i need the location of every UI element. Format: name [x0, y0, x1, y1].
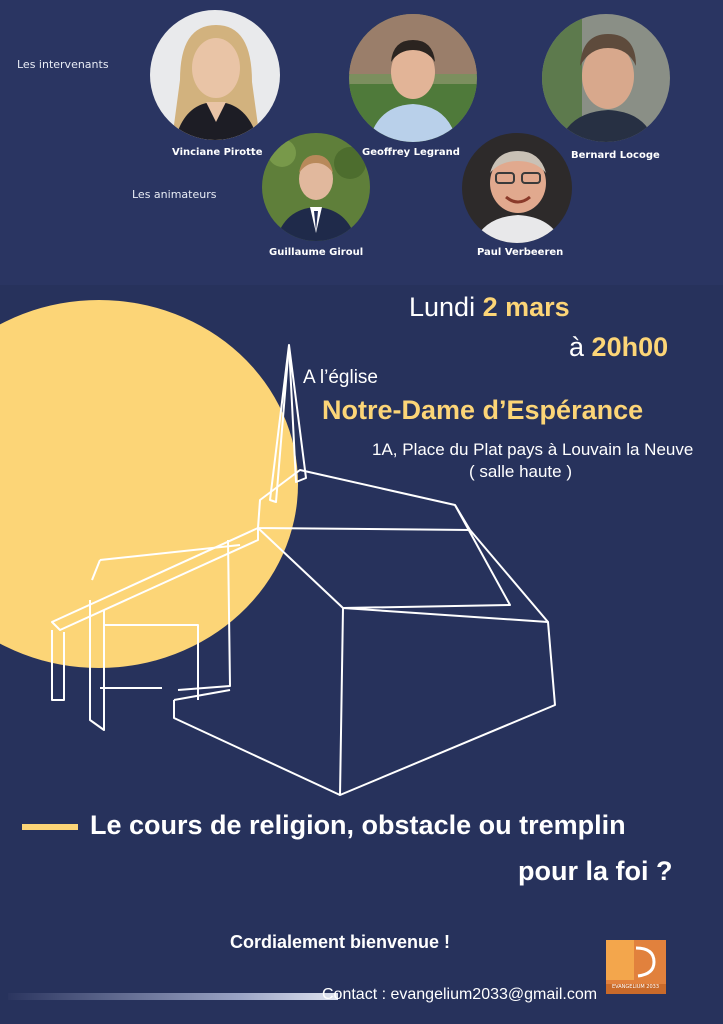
evangelium-logo [606, 940, 666, 994]
event-day-word: Lundi [409, 292, 476, 322]
contact-email: Contact : evangelium2033@gmail.com [322, 986, 598, 1003]
talk-title-line1: Le cours de religion, obstacle ou tremplin [90, 810, 626, 840]
contact-gradient-bar [8, 993, 338, 1000]
welcome-text: Cordialement bienvenue ! [230, 932, 451, 952]
name-bernard-locoge: Bernard Locoge [571, 150, 660, 161]
name-guillaume-giroul: Guillaume Giroul [269, 247, 364, 258]
talk-title-line2: pour la foi ? [518, 856, 673, 886]
venue-address: 1A, Place du Plat pays à Louvain la Neuve [372, 440, 694, 459]
title-accent-dash [22, 824, 78, 830]
name-geoffrey-legrand: Geoffrey Legrand [362, 147, 460, 158]
event-date [409, 292, 570, 323]
name-paul-verbeeren: Paul Verbeeren [477, 247, 564, 258]
event-time-prefix: à [569, 332, 585, 362]
venue-room: ( salle haute ) [469, 462, 572, 481]
event-time [569, 332, 668, 363]
event-time-value: 20h00 [591, 332, 669, 362]
venue-name: Notre-Dame d’Espérance [322, 395, 644, 425]
logo-text: EVANGELIUM 2033 [612, 984, 660, 990]
venue-intro: A l’église [303, 367, 378, 388]
name-vinciane-pirotte: Vinciane Pirotte [172, 147, 263, 158]
speakers-heading: Les intervenants [17, 58, 109, 71]
hosts-heading: Les animateurs [132, 188, 217, 201]
event-date-value: 2 mars [482, 292, 570, 322]
